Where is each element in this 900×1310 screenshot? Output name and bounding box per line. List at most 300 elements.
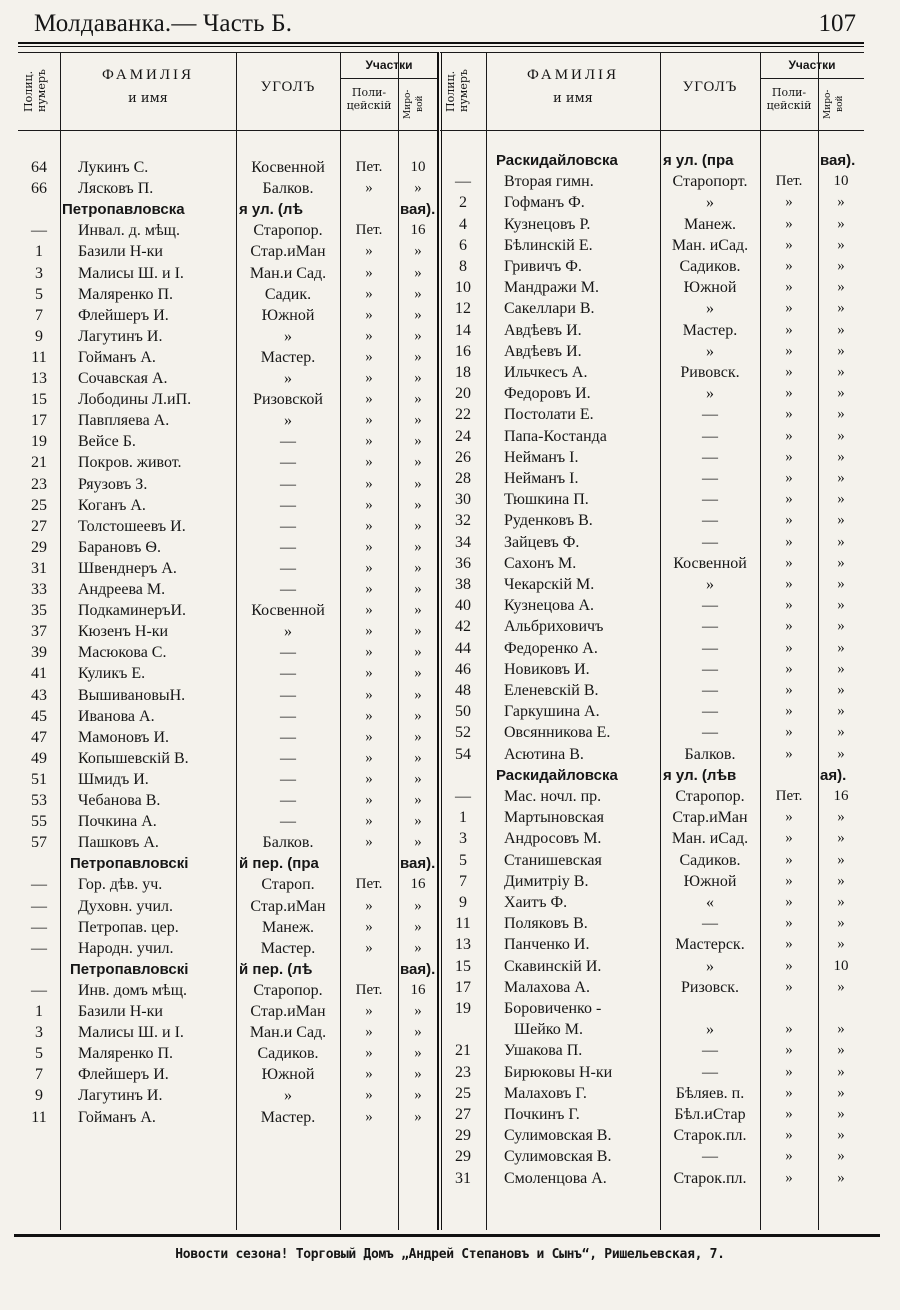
resident-name: Флейшеръ И. xyxy=(78,1066,169,1084)
table-row xyxy=(18,769,438,790)
street-type-part: й пер. (пра xyxy=(239,855,319,873)
magistrate-district: » xyxy=(837,554,845,571)
police-district: » xyxy=(785,1063,793,1080)
table-row xyxy=(18,917,438,938)
police-district: » xyxy=(365,834,373,851)
magistrate-district: » xyxy=(837,894,845,910)
resident-name: Лясковъ П. xyxy=(78,180,154,198)
corner-street: Стар.иМан xyxy=(250,243,326,261)
house-number: 55 xyxy=(31,813,47,831)
magistrate-district: » xyxy=(414,454,422,471)
police-district: » xyxy=(365,475,373,492)
table-row xyxy=(440,616,864,637)
corner-street: Мастер. xyxy=(260,939,316,957)
house-number: 45 xyxy=(31,707,47,725)
street-heading-row xyxy=(18,853,438,874)
resident-name: Маляренко П. xyxy=(78,285,173,303)
house-number: — xyxy=(31,897,47,915)
header-top-rule xyxy=(18,52,438,53)
magistrate-district: » xyxy=(837,809,845,826)
police-district: » xyxy=(785,1084,793,1101)
police-district: » xyxy=(365,918,373,935)
resident-name: Асютина В. xyxy=(504,745,584,763)
magistrate-district: 10 xyxy=(833,957,849,974)
police-district: » xyxy=(785,915,793,932)
table-row xyxy=(18,874,438,895)
house-number: 12 xyxy=(455,300,471,318)
house-number: 3 xyxy=(459,830,467,848)
magistrate-district: » xyxy=(414,264,422,281)
corner-street: » xyxy=(284,1087,292,1105)
column-header-surname: ФАМИЛІЯ xyxy=(526,67,620,83)
police-district: » xyxy=(365,243,373,260)
resident-name: Панченко И. xyxy=(504,936,590,954)
corner-street: Старопор. xyxy=(253,981,323,999)
resident-name: Сочавская А. xyxy=(78,370,168,387)
corner-street: — xyxy=(280,433,296,451)
corner-street: — xyxy=(280,686,296,704)
resident-name: Авдѣевъ И. xyxy=(504,342,582,360)
table-row xyxy=(440,298,864,319)
resident-name: Димитріу В. xyxy=(504,872,589,890)
police-district: » xyxy=(785,215,793,232)
table-row xyxy=(440,850,864,871)
corner-street: Мастерск. xyxy=(675,936,745,954)
table-row xyxy=(440,1125,864,1146)
table-row xyxy=(18,284,438,305)
column-header-name: и имя xyxy=(128,91,168,106)
house-number: 11 xyxy=(455,915,471,933)
police-district: » xyxy=(365,412,373,429)
table-row xyxy=(440,1083,864,1104)
resident-name: ВышивановыН. xyxy=(78,686,186,704)
corner-street: — xyxy=(702,618,718,636)
page-number: 107 xyxy=(818,10,856,37)
table-row xyxy=(18,305,438,326)
center-divider xyxy=(437,52,439,1230)
house-number: 49 xyxy=(31,749,47,767)
resident-name: Чебанова В. xyxy=(78,792,161,809)
street-side-part: ая). xyxy=(820,766,847,784)
house-number: 29 xyxy=(31,538,47,556)
police-district: » xyxy=(365,1045,373,1062)
column-header-number: Полиц. нумеръ xyxy=(444,69,470,113)
column-header-police: Поли-цейскій xyxy=(346,86,392,112)
police-district: » xyxy=(785,894,793,910)
corner-street: Балков. xyxy=(262,180,314,198)
resident-name: Шмидъ И. xyxy=(78,770,149,788)
corner-street: — xyxy=(280,496,296,514)
magistrate-district: » xyxy=(414,665,422,682)
street-type-part: я ул. (пра xyxy=(663,152,734,169)
police-district: » xyxy=(365,1003,373,1019)
resident-name: Мас. ночл. пр. xyxy=(504,788,602,805)
table-row xyxy=(440,171,864,192)
resident-name: Зайцевъ Ф. xyxy=(504,533,580,551)
corner-street: — xyxy=(280,665,296,683)
magistrate-district: » xyxy=(837,279,845,296)
resident-name: Бирюковы Н-ки xyxy=(504,1063,613,1081)
corner-street: » xyxy=(284,327,292,345)
police-district: » xyxy=(785,1169,793,1186)
resident-name: Альбриховичъ xyxy=(504,618,604,636)
police-district: » xyxy=(785,1042,793,1059)
resident-name: Покров. живот. xyxy=(78,454,182,472)
police-district: » xyxy=(365,1024,373,1041)
corner-street: Мастер. xyxy=(260,348,316,366)
magistrate-district: » xyxy=(837,1148,845,1165)
table-row xyxy=(440,404,864,425)
police-district: » xyxy=(365,433,373,450)
corner-street: « xyxy=(706,894,714,911)
magistrate-district: » xyxy=(414,1087,422,1104)
table-row xyxy=(440,320,864,341)
column-header-districts: Участки xyxy=(365,58,413,72)
corner-street: » xyxy=(284,412,292,430)
magistrate-district: » xyxy=(837,258,845,274)
house-number: 21 xyxy=(455,1042,471,1060)
corner-street: — xyxy=(280,770,296,788)
column-header-name: и имя xyxy=(553,91,593,106)
resident-name: Барановъ Ѳ. xyxy=(78,538,161,556)
magistrate-district: » xyxy=(414,770,422,787)
magistrate-district: » xyxy=(837,300,845,317)
magistrate-district: » xyxy=(414,559,422,576)
magistrate-district: » xyxy=(837,618,845,635)
magistrate-district: » xyxy=(414,918,422,935)
resident-name: Иванова А. xyxy=(78,707,155,725)
table-row xyxy=(18,706,438,727)
magistrate-district: » xyxy=(414,1066,422,1083)
corner-street: Балков. xyxy=(262,834,314,852)
magistrate-district: » xyxy=(837,533,845,550)
resident-name: Духовн. учил. xyxy=(78,897,174,915)
corner-street: Косвенной xyxy=(673,554,747,572)
magistrate-district: » xyxy=(837,978,845,995)
resident-name: Малисы Ш. и І. xyxy=(78,264,184,282)
magistrate-district: » xyxy=(414,834,422,851)
house-number: — xyxy=(31,918,47,936)
house-number: 66 xyxy=(31,180,47,198)
resident-name: Поляковъ В. xyxy=(504,915,588,933)
corner-street: Старок.пл. xyxy=(673,1169,747,1187)
corner-street: — xyxy=(280,538,296,556)
corner-street: » xyxy=(706,342,714,360)
table-row xyxy=(18,621,438,642)
magistrate-district: » xyxy=(837,342,845,359)
police-district: » xyxy=(785,554,793,571)
corner-street: Бѣл.иСтар xyxy=(674,1106,746,1123)
corner-street: Ривовск. xyxy=(680,364,740,381)
magistrate-district: » xyxy=(414,792,422,808)
magistrate-district: » xyxy=(837,576,845,592)
house-number: 64 xyxy=(31,159,47,176)
magistrate-district: » xyxy=(414,1024,422,1041)
corner-street: Манеж. xyxy=(261,918,315,936)
table-row xyxy=(440,426,864,447)
magistrate-district: » xyxy=(837,215,845,232)
corner-street: Садик. xyxy=(264,285,312,303)
house-number: 52 xyxy=(455,724,471,742)
corner-street: Старок.пл. xyxy=(673,1127,747,1145)
police-district: » xyxy=(365,728,373,745)
table-row xyxy=(18,832,438,853)
house-number: 17 xyxy=(31,412,47,430)
table-row xyxy=(18,1064,438,1085)
police-district: » xyxy=(785,321,793,338)
magistrate-district: 16 xyxy=(410,876,426,893)
magistrate-district: » xyxy=(414,412,422,429)
resident-name: Мамоновъ И. xyxy=(78,728,169,746)
right-column-table xyxy=(440,52,864,1230)
corner-street: — xyxy=(702,448,718,466)
magistrate-district: » xyxy=(837,639,845,656)
police-district: » xyxy=(785,618,793,635)
magistrate-district: » xyxy=(414,813,422,830)
house-number: 5 xyxy=(35,285,43,303)
corner-street: » xyxy=(284,370,292,387)
house-number: — xyxy=(31,939,47,957)
police-district: » xyxy=(785,703,793,720)
resident-name: Коганъ А. xyxy=(78,496,146,514)
table-row xyxy=(440,722,864,743)
resident-name: Лободины Л.иП. xyxy=(78,391,192,409)
police-district: » xyxy=(785,533,793,550)
magistrate-district: » xyxy=(414,517,422,534)
corner-street: — xyxy=(280,792,296,809)
police-district: » xyxy=(785,512,793,529)
house-number: 44 xyxy=(455,639,471,657)
resident-name: Сулимовская В. xyxy=(504,1127,612,1145)
resident-name: Ушакова П. xyxy=(504,1042,583,1060)
house-number: 5 xyxy=(35,1045,43,1063)
resident-name: Кузнецовъ Р. xyxy=(504,215,591,233)
table-row xyxy=(440,638,864,659)
corner-street: — xyxy=(280,475,296,493)
house-number: 20 xyxy=(455,385,471,403)
house-number: 3 xyxy=(35,264,43,282)
police-district: » xyxy=(365,897,373,914)
table-row xyxy=(440,235,864,256)
column-header-number: Полиц. нумеръ xyxy=(22,69,48,113)
police-district: Пет. xyxy=(775,173,803,190)
street-side-part: вая). xyxy=(400,855,436,873)
top-rule xyxy=(18,42,864,44)
house-number: 17 xyxy=(455,978,471,996)
police-district: » xyxy=(785,491,793,508)
police-district: » xyxy=(365,581,373,597)
table-row xyxy=(440,913,864,934)
corner-street: » xyxy=(706,1021,714,1039)
corner-street: — xyxy=(702,597,718,615)
magistrate-district: » xyxy=(837,830,845,847)
corner-street: — xyxy=(280,644,296,662)
police-district: » xyxy=(365,770,373,787)
corner-street: Южной xyxy=(683,279,737,297)
police-district: » xyxy=(365,623,373,640)
house-number: 35 xyxy=(31,602,47,620)
magistrate-district: » xyxy=(837,491,845,508)
corner-street: Косвенной xyxy=(251,602,325,620)
magistrate-district: » xyxy=(414,538,422,555)
magistrate-district: » xyxy=(837,427,845,444)
magistrate-district: 10 xyxy=(410,159,426,175)
table-row xyxy=(440,828,864,849)
magistrate-district: » xyxy=(837,1169,845,1186)
resident-name: Мартыновская xyxy=(504,809,604,827)
house-number: 33 xyxy=(31,581,47,598)
resident-name: Лукинъ С. xyxy=(78,159,149,176)
table-row xyxy=(440,956,864,977)
table-row xyxy=(440,1168,864,1189)
police-district: » xyxy=(365,665,373,682)
magistrate-district: » xyxy=(837,682,845,698)
table-row xyxy=(18,495,438,516)
resident-name: Гойманъ А. xyxy=(78,1108,156,1126)
house-number: 24 xyxy=(455,427,471,445)
police-district: » xyxy=(365,285,373,302)
magistrate-district: » xyxy=(837,724,845,741)
house-number: 18 xyxy=(455,364,471,381)
magistrate-district: » xyxy=(837,321,845,338)
magistrate-district: 16 xyxy=(833,788,849,804)
house-number: 27 xyxy=(31,517,47,535)
street-name-part: Раскидайловска xyxy=(496,766,618,784)
resident-name: Кузнецова А. xyxy=(504,597,595,615)
house-number: 29 xyxy=(455,1148,471,1166)
house-number: 43 xyxy=(31,686,47,704)
magistrate-district: » xyxy=(414,602,422,619)
house-number: 1 xyxy=(35,1003,43,1020)
house-number: 42 xyxy=(455,618,471,636)
table-row xyxy=(18,347,438,368)
table-row xyxy=(440,680,864,701)
house-number: 19 xyxy=(31,433,47,451)
resident-name: Ильчкесъ А. xyxy=(504,364,588,381)
table-row xyxy=(440,595,864,616)
street-type-part: я ул. (лѣ xyxy=(239,201,303,219)
table-row xyxy=(18,685,438,706)
corner-street: — xyxy=(280,813,296,831)
resident-name: Маляренко П. xyxy=(78,1045,173,1063)
house-number: 53 xyxy=(31,792,47,809)
magistrate-district: » xyxy=(414,348,422,365)
corner-street: Мастер. xyxy=(682,321,738,339)
table-row xyxy=(440,659,864,680)
police-district: » xyxy=(785,957,793,974)
resident-name: Бѣлинскій Е. xyxy=(504,236,593,254)
resident-name: Толстошеевъ И. xyxy=(78,517,186,535)
house-number: 50 xyxy=(455,703,471,721)
resident-name: Флейшеръ И. xyxy=(78,306,169,324)
magistrate-district: » xyxy=(837,470,845,486)
table-row xyxy=(18,157,438,178)
police-district: » xyxy=(785,236,793,253)
resident-name: Лагутинъ И. xyxy=(78,327,163,345)
house-number: 23 xyxy=(31,475,47,493)
police-district: » xyxy=(785,1127,793,1144)
corner-street: » xyxy=(284,623,292,641)
house-number: 9 xyxy=(459,894,467,911)
resident-name: Народн. учил. xyxy=(78,939,174,957)
resident-name: Папа-Костанда xyxy=(504,427,607,445)
table-row xyxy=(440,468,864,489)
magistrate-district: » xyxy=(414,897,422,914)
corner-street: — xyxy=(702,660,718,678)
resident-name: Масюкова С. xyxy=(78,644,167,662)
police-district: » xyxy=(785,1148,793,1165)
table-row xyxy=(440,532,864,553)
police-district: » xyxy=(365,327,373,344)
resident-name: Хаитъ Ф. xyxy=(504,894,568,911)
street-name-part: Петропавловскі xyxy=(70,960,189,978)
corner-street: — xyxy=(280,728,296,746)
resident-name: Гаркушина А. xyxy=(504,703,600,721)
corner-street: Косвенной xyxy=(251,159,325,176)
bottom-rule xyxy=(14,1234,880,1237)
corner-street: Ман.и Сад. xyxy=(249,1024,327,1042)
table-row xyxy=(18,178,438,199)
house-number: 31 xyxy=(455,1169,471,1187)
column-header-surname: ФАМИЛІЯ xyxy=(101,67,195,83)
house-number: 32 xyxy=(455,512,471,530)
house-number: 46 xyxy=(455,660,471,678)
corner-street: Садиков. xyxy=(257,1045,319,1063)
resident-name: Петропав. цер. xyxy=(78,918,179,936)
police-district: » xyxy=(365,496,373,513)
police-district: » xyxy=(785,1106,793,1122)
corner-street: » xyxy=(706,385,714,403)
resident-name: Тюшкина П. xyxy=(504,491,589,509)
house-number: 13 xyxy=(455,936,471,954)
police-district: Пет. xyxy=(355,981,383,998)
table-row xyxy=(440,977,864,998)
page-title: Молдаванка.— Часть Б. xyxy=(34,10,293,37)
resident-name: Гофманъ Ф. xyxy=(504,194,585,212)
house-number: — xyxy=(31,222,47,240)
corner-street: — xyxy=(280,517,296,535)
police-district: » xyxy=(785,872,793,889)
police-district: » xyxy=(365,792,373,808)
street-side-part: вая). xyxy=(820,152,856,169)
corner-street: Старопор. xyxy=(675,788,745,805)
magistrate-district: » xyxy=(414,581,422,597)
police-district: » xyxy=(365,686,373,703)
header-rule xyxy=(340,78,438,79)
police-district: » xyxy=(785,682,793,698)
house-number: — xyxy=(31,981,47,999)
table-row xyxy=(18,474,438,495)
table-row xyxy=(18,642,438,663)
corner-street: Стар.иМан xyxy=(672,809,748,827)
corner-street: Стар.иМан xyxy=(250,897,326,915)
police-district: » xyxy=(785,724,793,741)
magistrate-district: » xyxy=(837,872,845,889)
corner-street: Садиков. xyxy=(679,258,741,275)
police-district: » xyxy=(365,180,373,197)
corner-street: Ризовск. xyxy=(680,978,740,996)
table-row xyxy=(440,892,864,913)
house-number: 1 xyxy=(459,809,467,827)
corner-street: — xyxy=(702,682,718,699)
police-district: » xyxy=(365,391,373,408)
resident-name: Куликъ Е. xyxy=(78,665,146,683)
magistrate-district: » xyxy=(837,1084,845,1101)
police-district: » xyxy=(365,538,373,555)
magistrate-district: » xyxy=(837,1063,845,1080)
resident-name: Еленевскій В. xyxy=(504,682,599,699)
table-row xyxy=(440,277,864,298)
